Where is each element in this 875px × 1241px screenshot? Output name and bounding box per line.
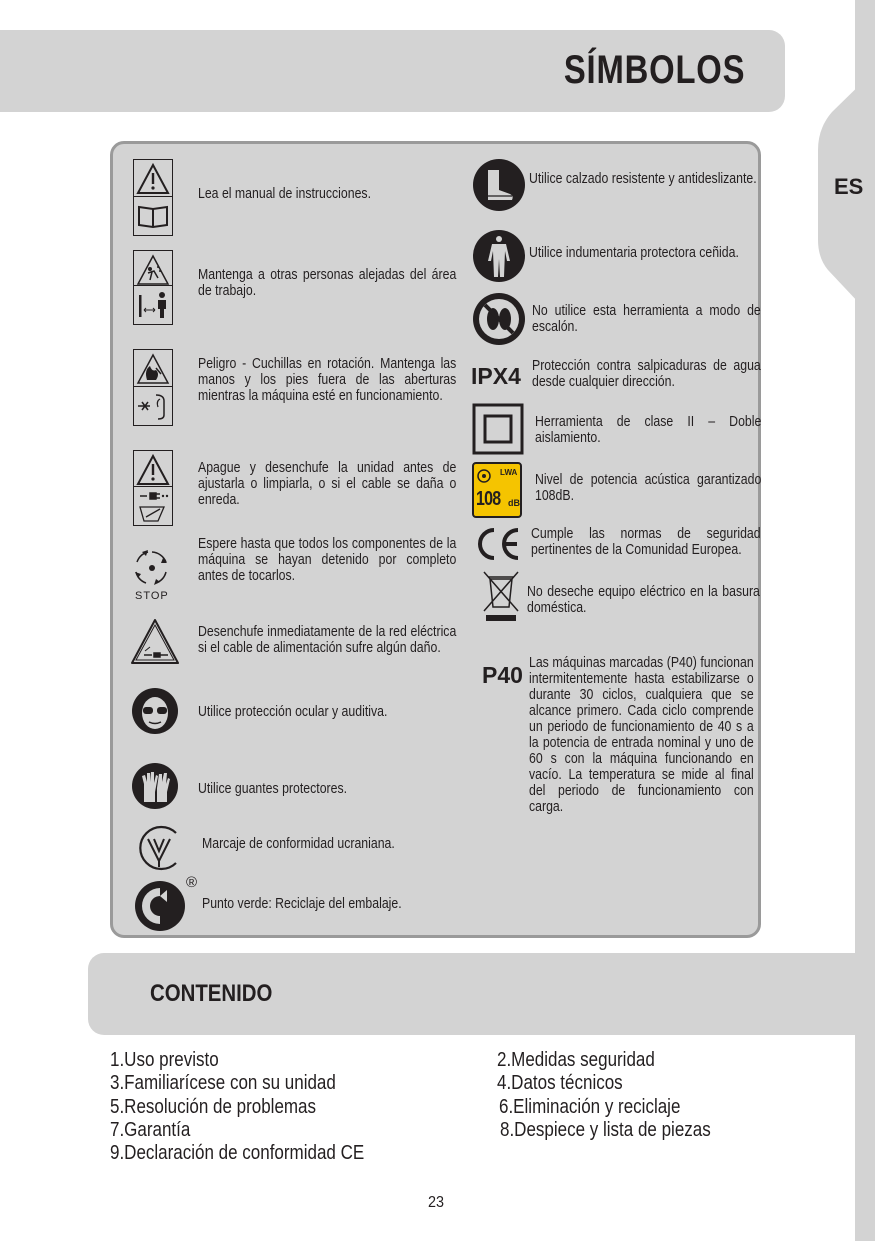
symbol-text-unplug: Apague y desenchufe la unidad antes de ajustarla o limpiarla, o si el cable se daña o enreda. [198, 459, 457, 508]
page-title: SÍMBOLOS [563, 48, 745, 92]
page-number: 23 [428, 1194, 445, 1211]
contents-band [88, 953, 875, 1035]
toc-item: 1.Uso previsto [110, 1049, 219, 1071]
no-step-icon [472, 292, 526, 346]
toc-item: 8.Despiece y lista de piezas [500, 1119, 711, 1141]
sound-power-icon [472, 462, 522, 518]
ipx4-icon: IPX4 [471, 363, 521, 389]
toc-item: 6.Eliminación y reciclaje [499, 1096, 681, 1118]
ce-mark-icon [474, 524, 522, 564]
symbol-text-keep-away: Mantenga a otras personas alejadas del área de trabajo. [198, 266, 457, 299]
caution-icon [133, 450, 173, 490]
toc-item: 9.Declaración de conformidad CE [110, 1142, 365, 1164]
ukraine-conformity-icon [134, 823, 184, 873]
green-dot-icon [134, 874, 204, 932]
sound-power-value: 108 [476, 488, 501, 510]
blade-hazard-icon [133, 349, 173, 389]
language-label: ES [834, 174, 864, 199]
class-ii-icon [472, 403, 524, 455]
toc-item: 2.Medidas seguridad [497, 1049, 655, 1071]
weee-bin-icon [481, 569, 521, 623]
symbol-text-ukraine: Marcaje de conformidad ucraniana. [202, 835, 395, 852]
symbol-text-weee: No deseche equipo eléctrico en la basura doméstica. [527, 583, 760, 616]
symbol-text-eye-ear: Utilice protección ocular y auditiva. [198, 703, 388, 720]
hand-blade-icon [133, 386, 173, 426]
registered-mark: ® [186, 874, 198, 891]
protective-clothing-icon [472, 229, 526, 283]
safety-boots-icon [472, 158, 526, 212]
warning-icon [133, 159, 173, 199]
symbol-text-no-step: No utilice esta herramienta a modo de escalón. [532, 302, 761, 335]
symbol-text-ipx4: Protección contra salpicaduras de agua desde cualquier dirección. [532, 357, 761, 390]
symbol-text-ce: Cumple las normas de seguridad pertinentes de la Comunidad Europea. [531, 525, 761, 558]
manual-book-icon [133, 196, 173, 236]
keep-distance-icon [133, 285, 173, 325]
toc-item: 3.Familiarícese con su unidad [110, 1072, 336, 1094]
gloves-icon [131, 762, 179, 810]
stop-rotation-icon [130, 546, 174, 602]
debris-warning-icon [133, 250, 173, 290]
symbol-text-sound-power: Nivel de potencia acústica garantizado 108dB. [535, 471, 762, 504]
symbol-text-wait-stop: Espere hasta que todos los componentes de la máquina se hayan detenido por completo antes de tocarlos. [198, 535, 457, 584]
unplug-plug-icon [133, 486, 173, 526]
sound-power-sub: LWA [500, 468, 518, 477]
toc-item: 4.Datos técnicos [497, 1072, 623, 1094]
title-band [0, 30, 785, 112]
language-tab [818, 0, 875, 320]
symbol-text-read-manual: Lea el manual de instrucciones. [198, 185, 371, 202]
symbol-text-rotating-blades: Peligro - Cuchillas en rotación. Mantenga las manos y los pies fuera de las aberturas mientras la máquina esté en funcionamiento. [198, 355, 457, 404]
symbol-text-clothing: Utilice indumentaria protectora ceñida. [529, 244, 739, 261]
symbol-text-boots: Utilice calzado resistente y antideslizante. [529, 170, 757, 187]
p40-icon: P40 [482, 662, 523, 688]
stop-label: STOP [135, 590, 169, 602]
symbol-text-gloves: Utilice guantes protectores. [198, 780, 348, 797]
symbol-text-damaged-cable: Desenchufe inmediatamente de la red eléctrica si el cable de alimentación sufre algún daño. [198, 623, 457, 656]
sound-power-unit: dB [508, 498, 520, 508]
symbol-text-green-dot: Punto verde: Reciclaje del embalaje. [202, 895, 402, 912]
eye-ear-protection-icon [131, 687, 179, 735]
toc-item: 7.Garantía [110, 1119, 191, 1141]
symbol-text-p40: Las máquinas marcadas (P40) funcionan intermitentemente hasta estabilizarse o durante 30 ciclos, cualquiera que se alcance primero. Cada ciclo comprende un periodo de funcionamiento de 40 s a la potencia de entrada nominal y uno de 60 s con la máquina funcionando en vacío. La temperatura se mide al final del periodo de funcionamiento con carga. [529, 654, 754, 815]
damaged-cable-warning-icon [130, 617, 180, 667]
toc-item: 5.Resolución de problemas [110, 1096, 317, 1118]
contents-title: CONTENIDO [150, 980, 273, 1007]
symbol-text-class-ii: Herramienta de clase II – Doble aislamiento. [535, 413, 762, 446]
